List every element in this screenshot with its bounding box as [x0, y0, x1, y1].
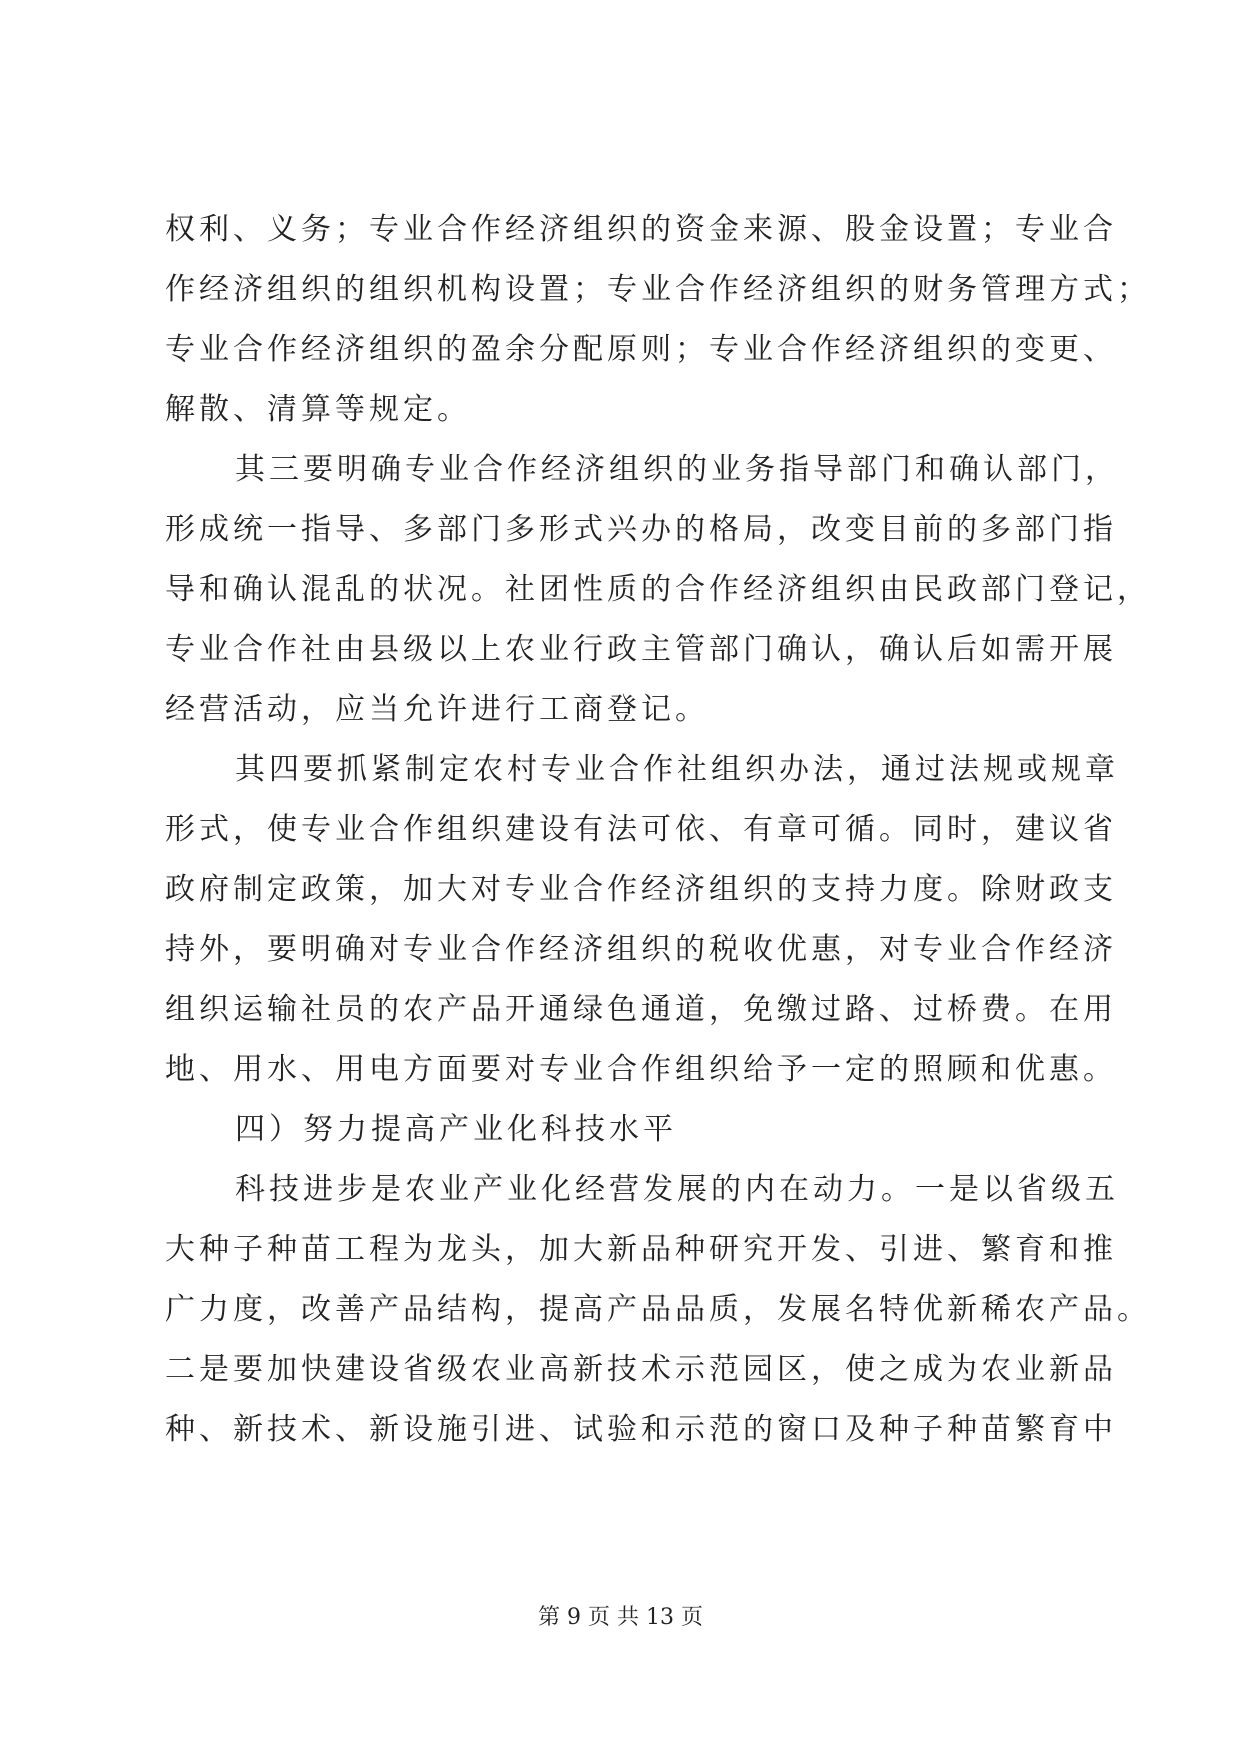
text-line: 专业合作经济组织的盈余分配原则；专业合作经济组织的变更、	[165, 332, 1117, 367]
text-line: 地、用水、用电方面要对专业合作组织给予一定的照顾和优惠。	[165, 1052, 1117, 1087]
text-line: 大种子种苗工程为龙头，加大新品种研究开发、引进、繁育和推	[165, 1232, 1117, 1267]
paragraph-start-line: 其四要抓紧制定农村专业合作社组织办法，通过法规或规章	[235, 752, 1119, 787]
text-line: 导和确认混乱的状况。社团性质的合作经济组织由民政部门登记，	[165, 572, 1151, 607]
text-line: 种、新技术、新设施引进、试验和示范的窗口及种子种苗繁育中	[165, 1412, 1117, 1447]
text-line: 专业合作社由县级以上农业行政主管部门确认，确认后如需开展	[165, 632, 1117, 667]
text-line: 经营活动，应当允许进行工商登记。	[165, 692, 709, 727]
text-line: 组织运输社员的农产品开通绿色通道，免缴过路、过桥费。在用	[165, 992, 1117, 1027]
text-line: 作经济组织的组织机构设置；专业合作经济组织的财务管理方式；	[165, 272, 1151, 307]
text-line: 形式，使专业合作组织建设有法可依、有章可循。同时，建议省	[165, 812, 1117, 847]
text-line: 权利、义务；专业合作经济组织的资金来源、股金设置；专业合	[165, 212, 1117, 247]
paragraph-start-line: 其三要明确专业合作经济组织的业务指导部门和确认部门，	[235, 452, 1119, 487]
text-line: 二是要加快建设省级农业高新技术示范园区，使之成为农业新品	[165, 1352, 1117, 1387]
text-line: 广力度，改善产品结构，提高产品品质，发展名特优新稀农产品。	[165, 1292, 1151, 1327]
text-line: 形成统一指导、多部门多形式兴办的格局，改变目前的多部门指	[165, 512, 1117, 547]
paragraph-start-line: 科技进步是农业产业化经营发展的内在动力。一是以省级五	[235, 1172, 1119, 1207]
text-line: 解散、清算等规定。	[165, 392, 471, 427]
page-number-footer: 第 9 页 共 13 页	[538, 1605, 703, 1630]
text-line: 持外，要明确对专业合作经济组织的税收优惠，对专业合作经济	[165, 932, 1117, 967]
text-line: 政府制定政策，加大对专业合作经济组织的支持力度。除财政支	[165, 872, 1117, 907]
section-heading: 四）努力提高产业化科技水平	[235, 1112, 677, 1147]
